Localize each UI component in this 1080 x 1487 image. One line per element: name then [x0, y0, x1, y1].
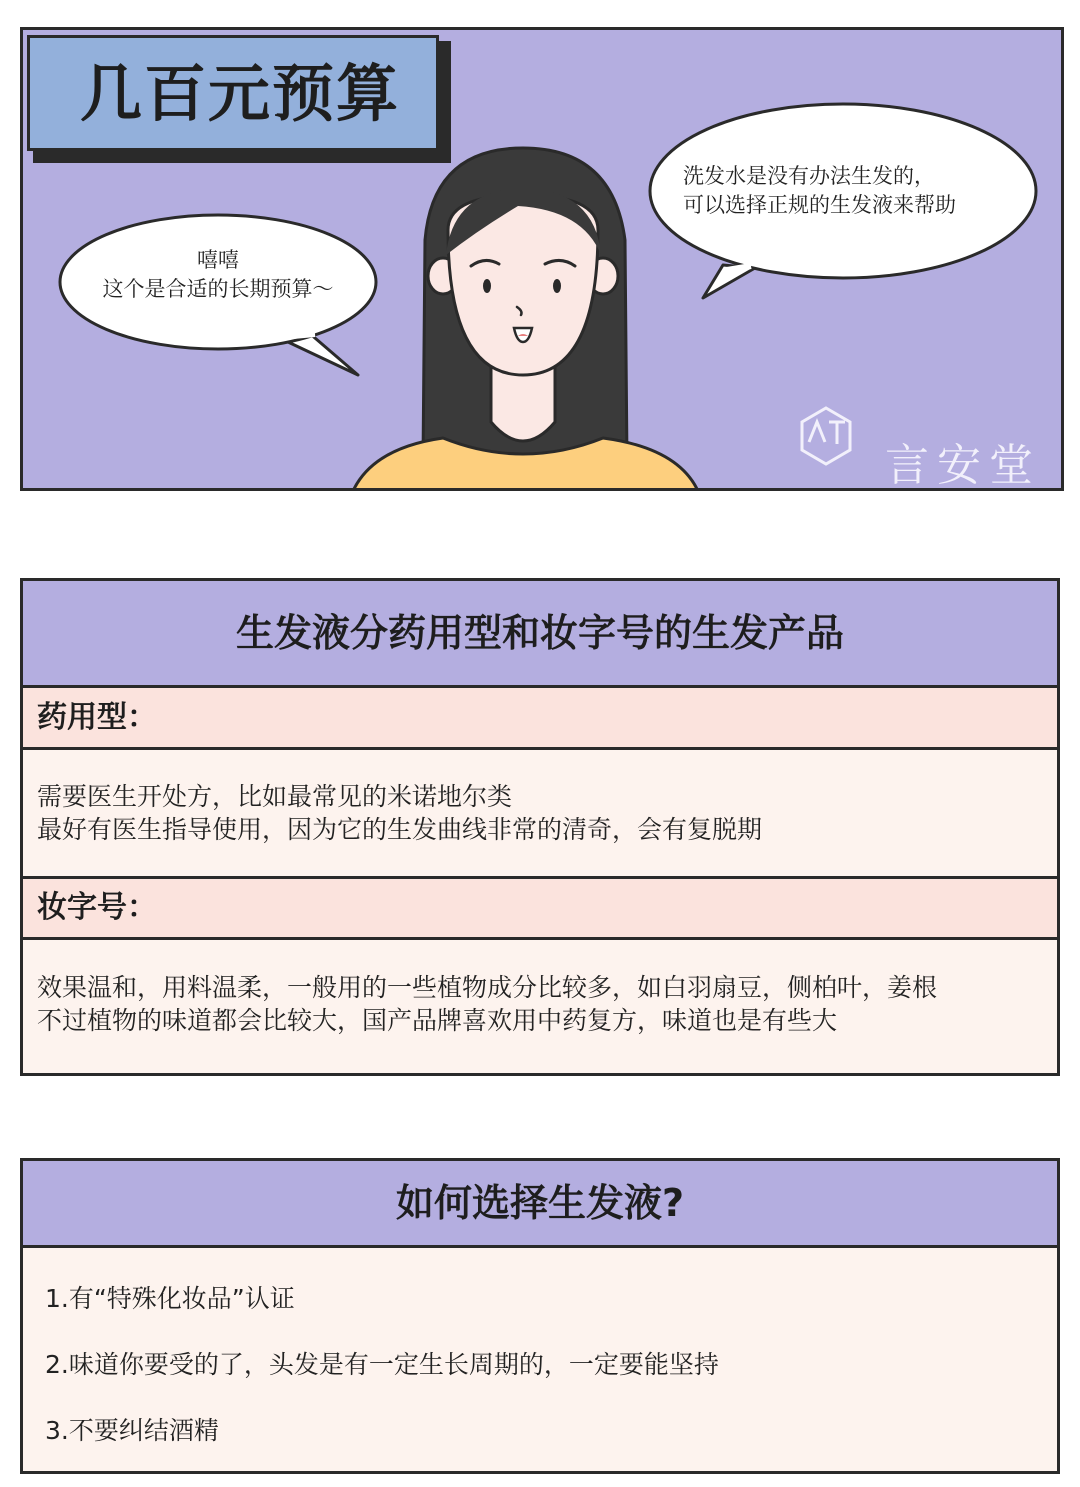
types-table-header: 生发液分药用型和妆字号的生发产品 — [23, 581, 1057, 688]
girl-character — [353, 148, 698, 488]
title-box — [27, 35, 439, 151]
right-bubble-line-2: 可以选择正规的生发液来帮助 — [683, 193, 956, 217]
cosmetic-line-2: 不过植物的味道都会比较大，国产品牌喜欢用中药复方，味道也是有些大 — [37, 1006, 838, 1035]
page-title: 几百元预算 — [80, 57, 401, 130]
choose-table — [20, 1158, 1060, 1474]
pharma-description — [23, 750, 1057, 879]
list-item-3: 3.不要纠结酒精 — [45, 1416, 219, 1445]
pharma-line-2: 最好有医生指导使用，因为它的生发曲线非常的清奇，会有复脱期 — [37, 815, 763, 844]
cosmetic-label: 妆字号： — [23, 879, 1057, 940]
hexagon-logo-icon — [802, 408, 850, 464]
pharma-label: 药用型： — [23, 688, 1057, 750]
cosmetic-line-1: 效果温和，用料温柔，一般用的一些植物成分比较多，如白羽扇豆，侧柏叶，姜根 — [37, 973, 938, 1002]
pharma-line-1: 需要医生开处方，比如最常见的米诺地尔类 — [37, 782, 513, 811]
left-bubble-line-2: 这个是合适的长期预算～ — [102, 277, 334, 301]
right-bubble-text — [683, 162, 1013, 220]
left-bubble-line-1: 嘻嘻 — [197, 248, 239, 272]
watermark-text: 言安堂 — [885, 440, 1041, 491]
left-bubble-text — [73, 246, 363, 304]
right-bubble-line-1: 洗发水是没有办法生发的， — [683, 164, 935, 188]
comic-panel — [20, 27, 1064, 491]
list-item-1: 1.有“特殊化妆品”认证 — [45, 1284, 295, 1313]
list-item-2: 2.味道你要受的了，头发是有一定生长周期的，一定要能坚持 — [45, 1350, 719, 1379]
types-table — [20, 578, 1060, 1076]
cosmetic-description — [23, 940, 1057, 1070]
choose-table-header: 如何选择生发液? — [23, 1161, 1057, 1248]
